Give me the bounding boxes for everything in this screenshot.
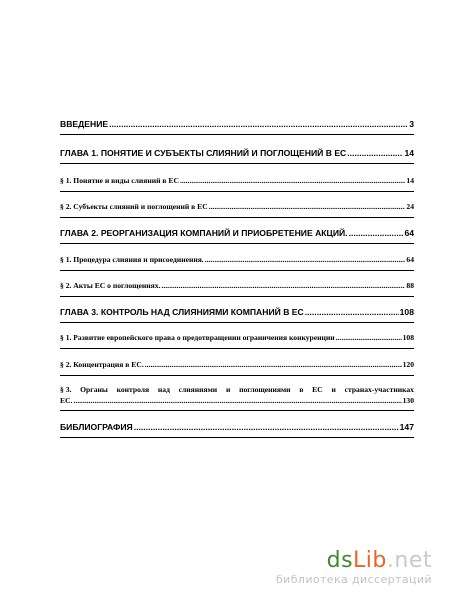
toc-entry-title: БИБЛИОГРАФИЯ xyxy=(60,422,133,432)
toc-entry-ch1-section-2 xyxy=(60,201,414,213)
toc-separator xyxy=(60,348,414,349)
toc-leader-dots xyxy=(180,175,405,187)
toc-entry-title: § 1. Понятие и виды слияний в ЕС xyxy=(60,176,179,185)
toc-entry-page: 14 xyxy=(406,176,414,185)
toc-word: над xyxy=(157,385,170,394)
toc-word: странах-участниках xyxy=(344,385,414,394)
toc-entry-title: § 2. Концентрация в ЕС. xyxy=(60,360,144,369)
toc-leader-dots xyxy=(109,118,408,130)
toc-entry-page: 24 xyxy=(406,202,414,211)
toc-leader-dots xyxy=(73,395,401,406)
toc-leader-dots xyxy=(305,306,399,318)
toc-separator xyxy=(60,437,414,438)
toc-word: поглощениями xyxy=(239,385,291,394)
toc-leader-dots xyxy=(205,254,406,266)
toc-entry-page: 3 xyxy=(409,119,414,129)
logo-part-lib: Lib xyxy=(353,548,387,573)
toc-separator xyxy=(60,270,414,271)
toc-entry-title: ГЛАВА 2. РЕОРГАНИЗАЦИЯ КОМПАНИЙ И ПРИОБРЕТЕНИЕ АКЦИЙ. xyxy=(60,228,348,238)
table-of-contents xyxy=(60,118,414,438)
toc-separator xyxy=(60,217,414,218)
toc-entry-ch2-section-2 xyxy=(60,280,414,292)
toc-entry-chapter-3 xyxy=(60,306,414,318)
toc-entry-page: 64 xyxy=(406,255,414,264)
toc-separator xyxy=(60,296,414,297)
toc-entry-page: 64 xyxy=(404,228,414,238)
toc-entry-page: 88 xyxy=(406,281,414,290)
toc-entry-page: 120 xyxy=(402,360,414,369)
toc-leader-dots xyxy=(145,359,402,371)
toc-entry-ch3-section-1 xyxy=(60,332,414,344)
toc-entry-page: 130 xyxy=(402,396,414,405)
toc-entry-title: ГЛАВА 1. ПОНЯТИЕ И СУБЪЕКТЫ СЛИЯНИЙ И ПОГЛОЩЕНИЙ В ЕС xyxy=(60,148,347,158)
toc-entry-bibliography xyxy=(60,421,414,433)
toc-word: слияниями xyxy=(178,385,218,394)
toc-separator xyxy=(60,322,414,323)
toc-word: в xyxy=(299,385,304,394)
toc-entry-title: ВВЕДЕНИЕ xyxy=(60,119,109,129)
toc-entry-page: 14 xyxy=(404,148,414,158)
toc-separator xyxy=(60,410,414,411)
toc-word: § 3. xyxy=(60,385,72,394)
toc-entry-page: 147 xyxy=(399,422,414,432)
toc-entry-intro xyxy=(60,118,414,130)
toc-leader-dots xyxy=(349,227,404,239)
dslib-logo xyxy=(276,549,432,573)
toc-entry-ch1-section-1 xyxy=(60,175,414,187)
toc-separator xyxy=(60,163,414,164)
toc-leader-dots xyxy=(161,280,405,292)
toc-entry-page: 108 xyxy=(399,307,414,317)
toc-entry-title-line-2 xyxy=(60,395,414,406)
toc-entry-title: § 2. Акты ЕС о поглощениях. xyxy=(60,281,161,290)
toc-entry-ch2-section-1 xyxy=(60,254,414,266)
toc-word: контроля xyxy=(116,385,150,394)
toc-entry-title: ЕС. xyxy=(60,396,73,405)
toc-entry-title-line-1 xyxy=(60,384,414,395)
toc-word: ЕС xyxy=(312,385,323,394)
toc-entry-title: § 2. Субъекты слияний и поглощений в ЕС xyxy=(60,202,208,211)
toc-leader-dots xyxy=(134,421,399,433)
toc-entry-chapter-1 xyxy=(60,147,414,159)
toc-word: и xyxy=(225,385,231,394)
toc-separator xyxy=(60,191,414,192)
toc-word: и xyxy=(331,385,336,394)
toc-entry-page: 108 xyxy=(402,333,414,342)
logo-part-ds: ds xyxy=(326,548,354,573)
toc-entry-chapter-2 xyxy=(60,227,414,239)
toc-leader-dots xyxy=(336,332,402,344)
toc-entry-title: § 1. Процедура слияния и присоединения. xyxy=(60,255,204,264)
dslib-subtitle: библиотека диссертаций xyxy=(275,573,432,586)
toc-leader-dots xyxy=(347,147,403,159)
toc-entry-ch3-section-2 xyxy=(60,359,414,371)
toc-entry-ch3-section-3 xyxy=(60,384,414,406)
toc-entry-title: ГЛАВА 3. КОНТРОЛЬ НАД СЛИЯНИЯМИ КОМПАНИЙ В ЕС xyxy=(60,307,304,317)
dslib-watermark xyxy=(276,549,432,586)
toc-separator xyxy=(60,134,414,135)
toc-leader-dots xyxy=(209,201,406,213)
toc-word: Органы xyxy=(80,385,108,394)
toc-entry-title: § 1. Развитие европейского права о предотвращении ограничения конкуренции xyxy=(60,333,335,342)
toc-separator xyxy=(60,243,414,244)
toc-separator xyxy=(60,375,414,376)
logo-part-net: .net xyxy=(386,548,432,573)
